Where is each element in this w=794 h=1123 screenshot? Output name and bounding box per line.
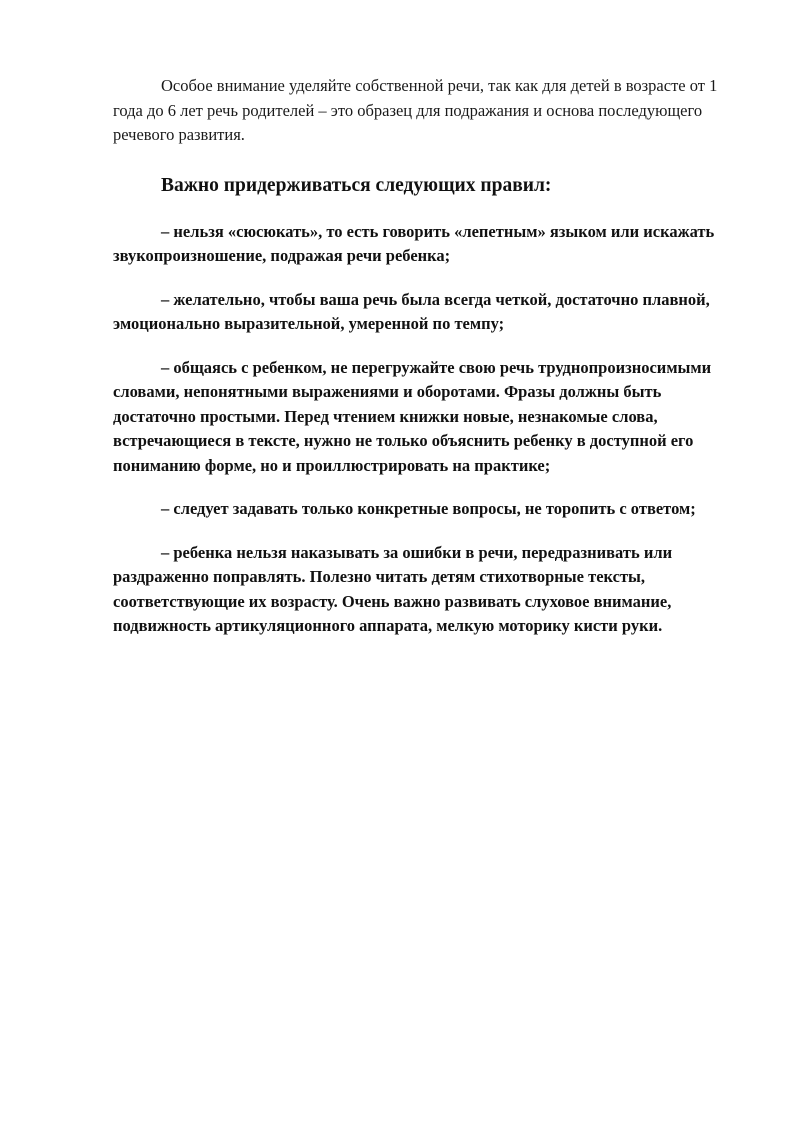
rule-paragraph-4: – следует задавать только конкретные вопросы, не торопить с ответом; <box>161 499 696 518</box>
rule-paragraph-2: – желательно, чтобы ваша речь была всегда четкой, достаточно плавной, эмоционально выразительной, умеренной по темпу; <box>113 289 710 333</box>
rule-paragraph-5: – ребенка нельзя наказывать за ошибки в речи, передразнивать или раздраженно поправлять. Полезно читать детям стихотворные тексты, соответствующие их возрасту. Очень важно развивать слуховое внимание, подвижность артикуляционного аппарата, мелкую моторику кисти руки. <box>113 542 673 635</box>
document-page <box>113 74 733 658</box>
rule-paragraph-3: – общаясь с ребенком, не перегружайте свою речь труднопроизносимыми словами, непонятными выражениями и оборотами. Фразы должны быть достаточно простыми. Перед чтением книжки новые, незнакомые слова, встречающиеся в тексте, нужно не только объяснить ребенку в доступной его пониманию форме, но и проиллюстрировать на практике; <box>113 357 712 475</box>
rule-paragraph-1: – нельзя «сюсюкать», то есть говорить «лепетным» языком или искажать звукопроизношение, подражая речи ребенка; <box>113 221 715 265</box>
intro-paragraph: Особое внимание уделяйте собственной речи, так как для детей в возрасте от 1 года до 6 лет речь родителей – это образец для подражания и основа последующего речевого развития. <box>113 76 718 144</box>
rules-heading: Важно придерживаться следующих правил: <box>161 174 552 196</box>
